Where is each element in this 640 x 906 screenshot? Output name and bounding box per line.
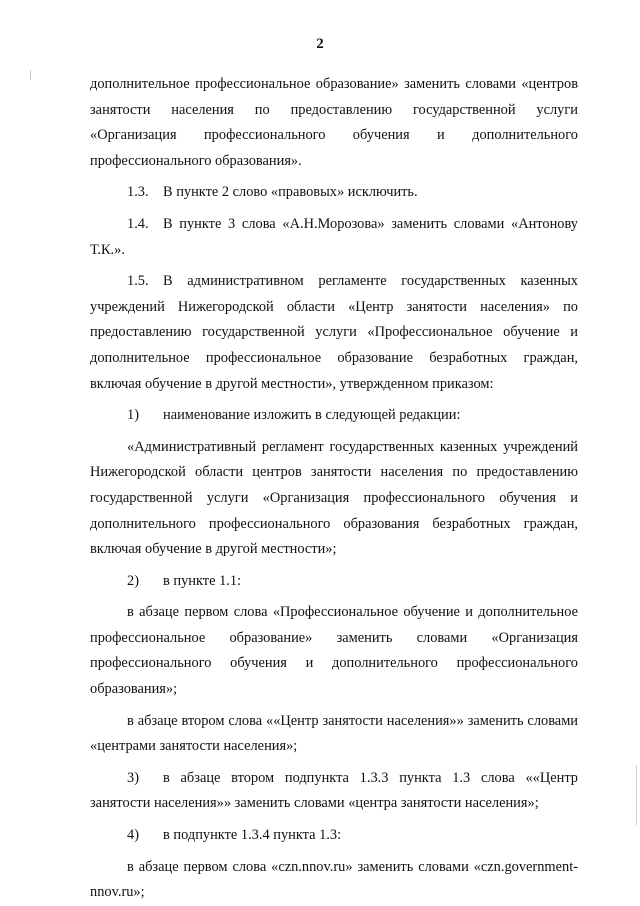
paragraph-text: в абзаце втором подпункта 1.3.3 пункта 1.3 слова ««Центр занятости населения»» заменить словами «центра занятости населения»; (90, 769, 578, 812)
paragraph-text: В пункте 2 слово «правовых» исключить. (163, 184, 418, 201)
paragraph: «Административный регламент государственных казенных учреждений Нижегородской области центров занятости населения по предоставлению государственной услуги «Организация профессионального обучения и дополнительного профессионального образования безработных граждан, включая обучение в другой местности»; (90, 438, 578, 558)
numbered-paragraph (90, 766, 578, 817)
numbered-paragraph (90, 212, 578, 263)
numbered-paragraph (90, 180, 578, 206)
paragraph-text: В пункте 3 слова «А.Н.Морозова» заменить словами «Антонову Т.К.». (90, 215, 578, 258)
paragraph: в абзаце первом слова «Профессиональное обучение и дополнительное профессиональное образование» заменить словами «Организация профессионального обучения и дополнительного профессионального образования»; (90, 604, 578, 698)
paragraph: в абзаце втором слова ««Центр занятости населения»» заменить словами «центрами занятости населения»; (90, 712, 578, 755)
numbered-paragraph (90, 403, 578, 429)
numbered-paragraph (90, 823, 578, 849)
numbered-paragraph (90, 269, 578, 397)
numbered-paragraph (90, 569, 578, 595)
scan-mark (636, 765, 637, 825)
document-body (90, 72, 578, 906)
item-number: 1.3. (127, 184, 149, 201)
item-number: 2) (127, 572, 139, 589)
item-number: 4) (127, 827, 139, 844)
paragraph-text: в подпункте 1.3.4 пункта 1.3: (163, 827, 342, 844)
paragraph-text: В административном регламенте государственных казенных учреждений Нижегородской области «Центр занятости населения» по предоставлению государственной услуги «Профессиональное обучение и дополнительное профессиональное образование безработных граждан, включая обучение в другой местности», утвержденном приказом: (90, 273, 578, 392)
page-number: 2 (316, 36, 324, 52)
scan-mark (30, 70, 31, 80)
paragraph-text: наименование изложить в следующей редакции: (163, 407, 461, 424)
paragraph: в абзаце первом слова «czn.nnov.ru» заменить словами «czn.government-nnov.ru»; (90, 858, 578, 901)
item-number: 1.4. (127, 215, 149, 232)
item-number: 1.5. (127, 273, 149, 290)
paragraph-text: в пункте 1.1: (163, 572, 242, 589)
item-number: 3) (127, 769, 139, 786)
paragraph: дополнительное профессиональное образование» заменить словами «центров занятости населения по предоставлению государственной услуги «Организация профессионального обучения и дополнительного профессионального образования». (90, 76, 578, 169)
item-number: 1) (127, 407, 139, 424)
